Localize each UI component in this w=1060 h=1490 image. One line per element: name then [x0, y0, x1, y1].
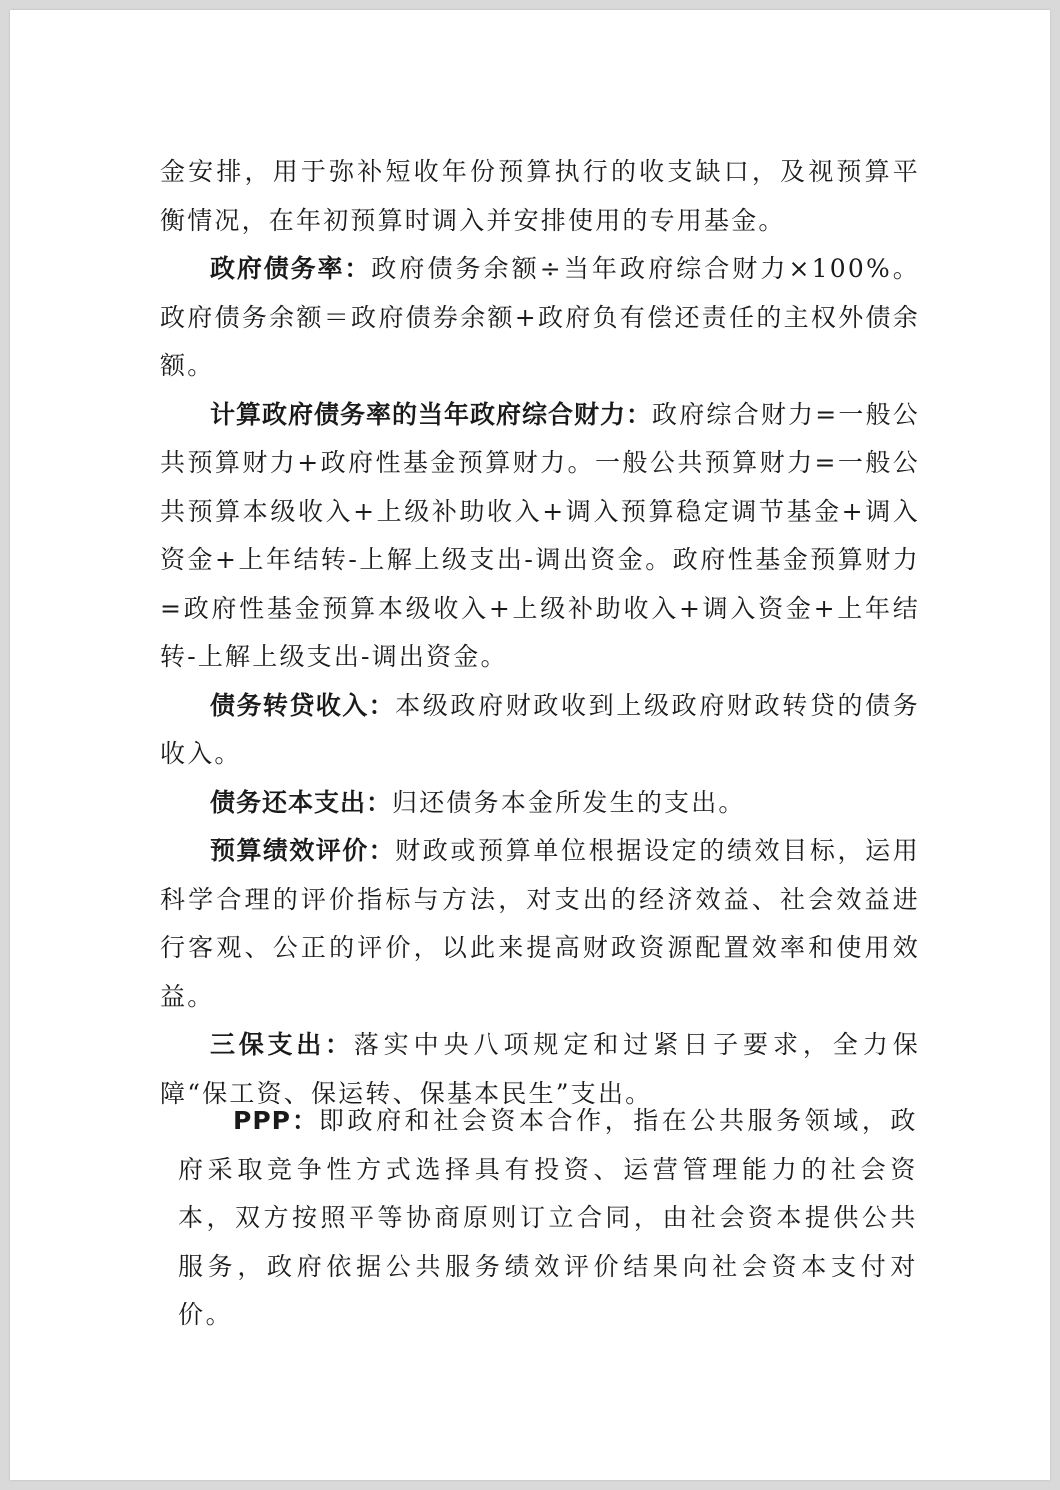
paragraph-debt-ratio [160, 245, 920, 391]
term-label: 债务转贷收入： [210, 690, 396, 720]
term-label: PPP： [233, 1106, 319, 1135]
paragraph-performance-evaluation [160, 827, 920, 1021]
paragraph-text: 政府债务余额÷当年政府综合财力×100%。政府债务余额＝政府债券余额+政府负有偿还责任的主权外债余额。 [160, 254, 920, 380]
term-label: 政府债务率： [210, 254, 372, 283]
paragraph-text: 政府综合财力=一般公共预算财力+政府性基金预算财力。一般公共预算财力=一般公共预算本级收入+上级补助收入+调入预算稳定调节基金+调入资金+上年结转-上解上级支出-调出资金。政府性基金预算财力=政府性基金预算本级收入+上级补助收入+调入资金+上年结转-上解上级支出-调出资金。 [160, 399, 920, 671]
document-body [160, 148, 920, 1118]
paragraph-comprehensive-capacity [160, 391, 920, 682]
term-label: 债务还本支出： [210, 787, 393, 817]
paragraph-text: 即政府和社会资本合作，指在公共服务领域，政府采取竞争性方式选择具有投资、运营管理能力的社会资本，双方按照平等协商原则订立合同，由社会资本提供公共服务，政府依据公共服务绩效评价结果向社会资本支付对价。 [178, 1106, 918, 1329]
paragraph-text: 财政或预算单位根据设定的绩效目标，运用科学合理的评价指标与方法，对支出的经济效益、社会效益进行客观、公正的评价，以此来提高财政资源配置效率和使用效益。 [160, 836, 920, 1011]
document-page [10, 10, 1050, 1480]
paragraph-text: 落实中央八项规定和过紧日子要求，全力保障“保工资、保运转、保基本民生”支出。 [160, 1030, 920, 1108]
paragraph-ppp [178, 1097, 918, 1340]
paragraph-onlending-income [160, 682, 920, 779]
paragraph-text: 本级政府财政收到上级政府财政转贷的债务收入。 [160, 690, 920, 768]
paragraph-text: 金安排，用于弥补短收年份预算执行的收支缺口，及视预算平衡情况，在年初预算时调入并安排使用的专用基金。 [160, 157, 920, 235]
term-label: 预算绩效评价： [210, 836, 396, 865]
term-label: 计算政府债务率的当年政府综合财力： [210, 399, 653, 429]
paragraph-text: 归还债务本金所发生的支出。 [392, 787, 746, 817]
term-label: 三保支出： [210, 1030, 354, 1059]
paragraph-continuation [160, 148, 920, 245]
ppp-section [178, 1097, 918, 1340]
paragraph-principal-repayment [160, 779, 920, 828]
